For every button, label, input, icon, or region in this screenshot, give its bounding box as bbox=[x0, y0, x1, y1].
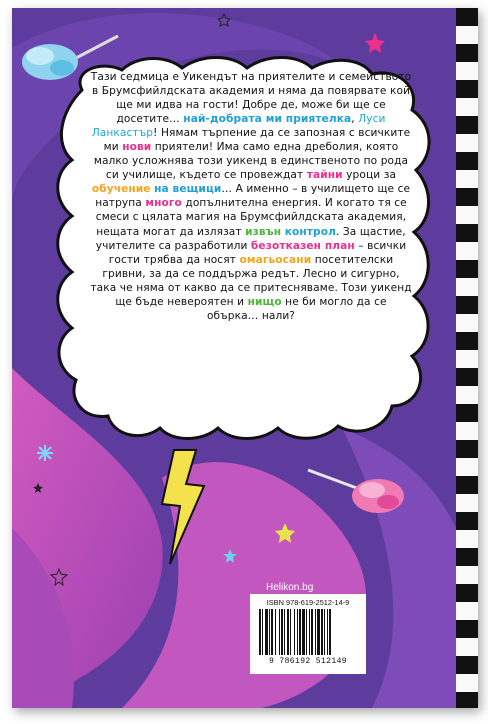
speech-cloud bbox=[42, 50, 452, 470]
barcode-bar bbox=[302, 609, 305, 655]
blurb-highlight: тайни bbox=[306, 169, 343, 182]
barcode-bar bbox=[287, 609, 289, 655]
blurb-highlight: Луси Ланкастър bbox=[91, 113, 386, 140]
star-icon bbox=[32, 482, 44, 494]
barcode-bar bbox=[275, 609, 276, 655]
blurb-segment: посетителски гривни, за да се поддържа редът. Лесно и сигурно, така че няма от какво да се притесняваме. Този уикенд ще бъде невероятен и bbox=[90, 253, 412, 308]
back-cover bbox=[12, 8, 478, 708]
barcode-bar bbox=[269, 609, 270, 655]
blurb-segment: – всички гости трябва да носят bbox=[108, 239, 407, 266]
blurb-highlight: омагьосани bbox=[239, 253, 312, 266]
blurb-highlight: контрол bbox=[284, 225, 336, 238]
barcode-bar bbox=[279, 609, 280, 655]
blurb-highlight: безотказен план bbox=[250, 239, 355, 252]
barcode-bar bbox=[259, 609, 261, 655]
blurb-segment: не би могло да се обърка… нали? bbox=[206, 295, 387, 322]
isbn-text: ISBN 978-619-2512-14-9 bbox=[266, 598, 350, 607]
blurb-highlight: обучение bbox=[91, 183, 151, 196]
barcode-bar bbox=[284, 609, 285, 655]
blurb-highlight: много bbox=[145, 197, 182, 210]
star-icon bbox=[50, 568, 68, 586]
blurb-highlight: нови bbox=[122, 141, 152, 154]
blurb-highlight: нищо bbox=[247, 295, 282, 308]
blurb-highlight: извън bbox=[245, 225, 282, 238]
barcode bbox=[259, 609, 357, 655]
barcode-number: 9 786192 512149 bbox=[268, 657, 347, 666]
barcode-bar bbox=[271, 609, 273, 655]
barcode-bar bbox=[297, 609, 298, 655]
star-icon bbox=[222, 548, 238, 564]
blurb-segment: ! Нямам търпение да се запозная с всичките ми bbox=[103, 127, 411, 154]
barcode-bar bbox=[315, 609, 316, 655]
barcode-bar bbox=[299, 609, 301, 655]
barcode-bar bbox=[321, 609, 323, 655]
blurb-segment: … А именно – в училището ще се натрупа bbox=[95, 183, 411, 210]
publisher-website[interactable]: Helikon.bg bbox=[266, 582, 314, 593]
striped-edge bbox=[456, 8, 478, 708]
barcode-bar bbox=[306, 609, 307, 655]
blurb-segment: Тази седмица е Уикендът на приятелите и семейството в Брумсфийлдската академия и няма да повярвате кой ще ми идва на гости! Добре де, може би ще се досетите… bbox=[90, 71, 412, 126]
blurb-segment: приятели! Има само една дреболия, която малко усложнява този уикенд в единственото по рода си училище, където се провеждат bbox=[93, 141, 409, 182]
blurb-segment: , bbox=[351, 113, 359, 126]
star-icon bbox=[274, 522, 296, 544]
barcode-bar bbox=[290, 609, 291, 655]
blurb-highlight: на вещици bbox=[154, 183, 222, 196]
barcode-bar bbox=[327, 609, 328, 655]
blurb-text bbox=[90, 70, 412, 323]
barcode-bar bbox=[294, 609, 295, 655]
blurb-segment: . За щастие, учителите са разработили bbox=[95, 225, 406, 252]
barcode-bar bbox=[265, 609, 268, 655]
barcode-bar bbox=[311, 609, 313, 655]
barcode-bar bbox=[329, 609, 331, 655]
blurb-segment: допълнителна енергия. И когато тя се смеси с цялата магия на Брумсфийлдската академия, нещата могат да излязат bbox=[95, 197, 407, 238]
star-icon bbox=[217, 13, 231, 27]
barcode-bar bbox=[262, 609, 263, 655]
blurb-highlight: най-добрата ми приятелка bbox=[183, 113, 352, 126]
barcode-bar bbox=[324, 609, 325, 655]
barcode-label bbox=[250, 594, 366, 674]
barcode-bar bbox=[309, 609, 310, 655]
blurb-segment: уроци за bbox=[342, 169, 397, 182]
barcode-bar bbox=[281, 609, 283, 655]
barcode-bar bbox=[317, 609, 320, 655]
